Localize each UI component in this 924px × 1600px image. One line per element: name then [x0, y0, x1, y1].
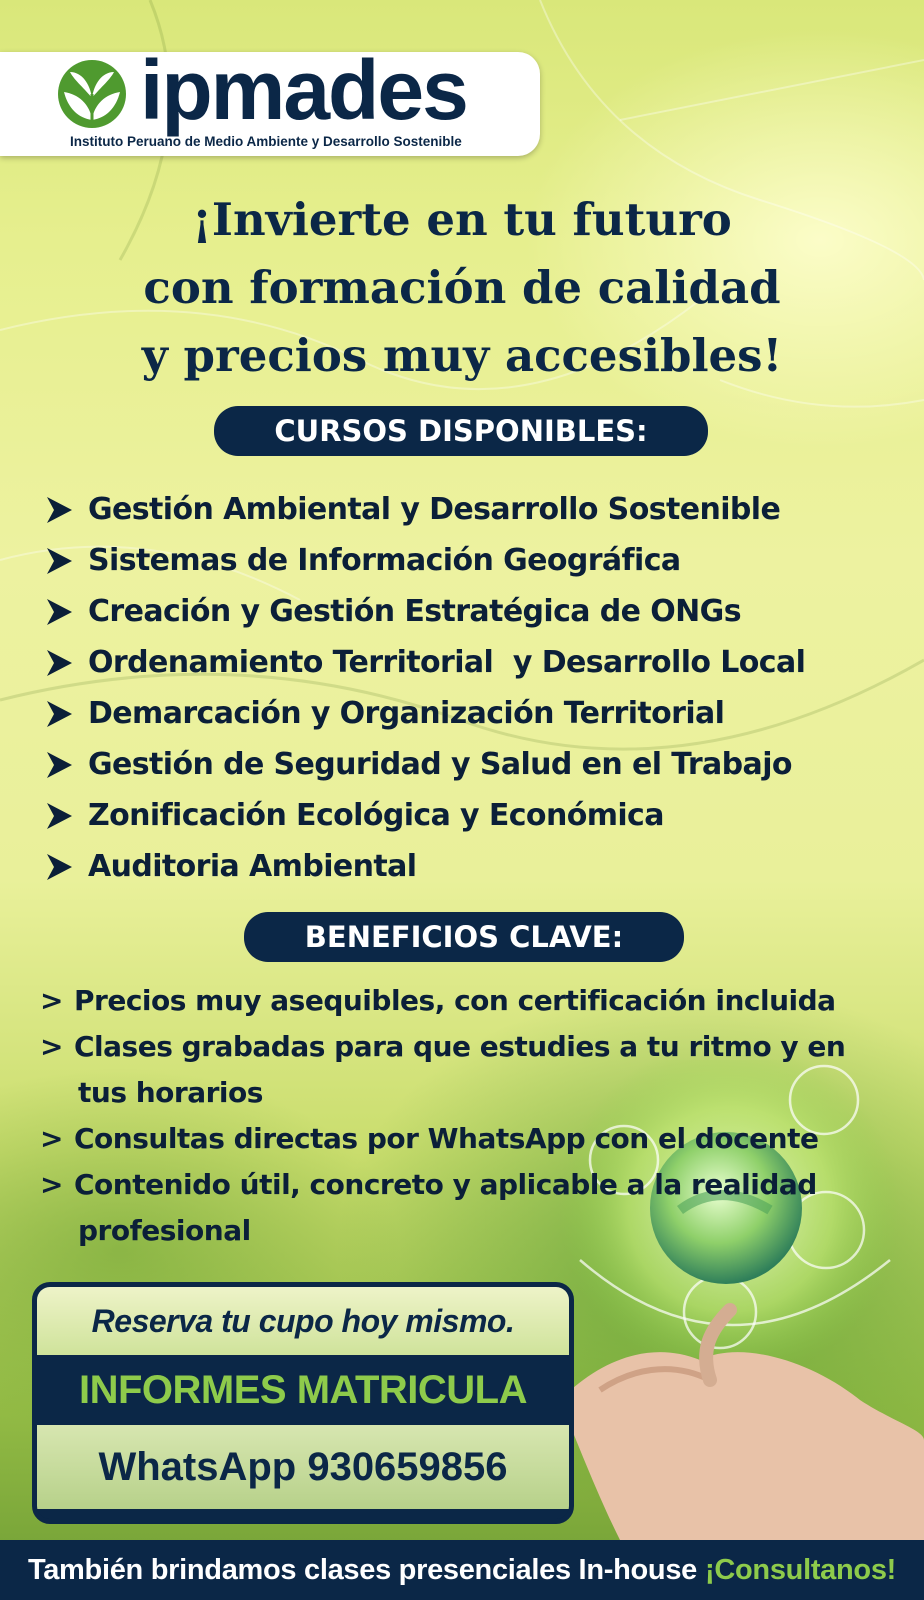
list-item: [44, 484, 924, 535]
course-label: Sistemas de Información Geográfica: [88, 543, 681, 578]
footer-text: También brindamos clases presenciales In-house: [27, 1553, 697, 1586]
brand-name: ipmades: [140, 43, 467, 137]
arrowhead-icon: [44, 801, 74, 831]
course-label: Auditoria Ambiental: [88, 849, 417, 884]
benefit-list: [40, 978, 924, 1254]
courses-title: CURSOS DISPONIBLES:: [214, 406, 708, 456]
course-label: Creación y Gestión Estratégica de ONGs: [88, 594, 741, 629]
list-item: [44, 688, 924, 739]
list-item: [44, 637, 924, 688]
bullet-marker: >: [40, 984, 63, 1017]
headline-line-2: con formación de calidad: [143, 261, 781, 314]
headline-line-1: ¡Invierte en tu futuro: [192, 193, 732, 246]
benefit-text: Clases grabadas para que estudies a tu ritmo y en: [74, 1030, 846, 1063]
list-item: [44, 535, 924, 586]
course-label: Demarcación y Organización Territorial: [88, 696, 725, 731]
footer-banner: [0, 1540, 924, 1600]
bullet-marker: >: [40, 1122, 63, 1155]
headline-line-3: y precios muy accesibles!: [141, 329, 783, 382]
list-item: [40, 978, 924, 1024]
course-list: [44, 484, 924, 892]
footer-accent: ¡Consultanos!: [705, 1553, 897, 1586]
arrowhead-icon: [44, 546, 74, 576]
bullet-marker: >: [40, 1168, 63, 1201]
list-item: [44, 790, 924, 841]
course-label: Ordenamiento Territorial y Desarrollo Local: [88, 645, 806, 680]
brand-subtitle: Instituto Peruano de Medio Ambiente y Desarrollo Sostenible: [70, 134, 462, 149]
enrollment-box: [32, 1282, 574, 1524]
arrowhead-icon: [44, 495, 74, 525]
list-item: [44, 586, 924, 637]
course-label: Gestión Ambiental y Desarrollo Sostenible: [88, 492, 781, 527]
list-item: [44, 739, 924, 790]
leaf-logo-icon: [56, 58, 128, 130]
benefit-text-continued: tus horarios: [78, 1076, 263, 1109]
reserve-text: Reserva tu cupo hoy mismo.: [37, 1287, 569, 1355]
arrowhead-icon: [44, 597, 74, 627]
benefit-text: Precios muy asequibles, con certificación incluida: [74, 984, 836, 1017]
arrowhead-icon: [44, 852, 74, 882]
benefits-title: BENEFICIOS CLAVE:: [244, 912, 684, 962]
list-item: [40, 1024, 924, 1116]
list-item: [40, 1162, 924, 1254]
whatsapp-contact[interactable]: WhatsApp 930659856: [37, 1425, 569, 1509]
arrowhead-icon: [44, 699, 74, 729]
bullet-marker: >: [40, 1030, 63, 1063]
list-item: [40, 1116, 924, 1162]
headline: [0, 186, 924, 390]
enrollment-info-title: INFORMES MATRICULA: [37, 1355, 569, 1425]
benefit-text: Contenido útil, concreto y aplicable a la realidad: [74, 1168, 817, 1201]
benefit-text: Consultas directas por WhatsApp con el docente: [74, 1122, 819, 1155]
course-label: Gestión de Seguridad y Salud en el Trabajo: [88, 747, 792, 782]
list-item: [44, 841, 924, 892]
benefit-text-continued: profesional: [78, 1214, 251, 1247]
arrowhead-icon: [44, 750, 74, 780]
arrowhead-icon: [44, 648, 74, 678]
course-label: Zonificación Ecológica y Económica: [88, 798, 664, 833]
